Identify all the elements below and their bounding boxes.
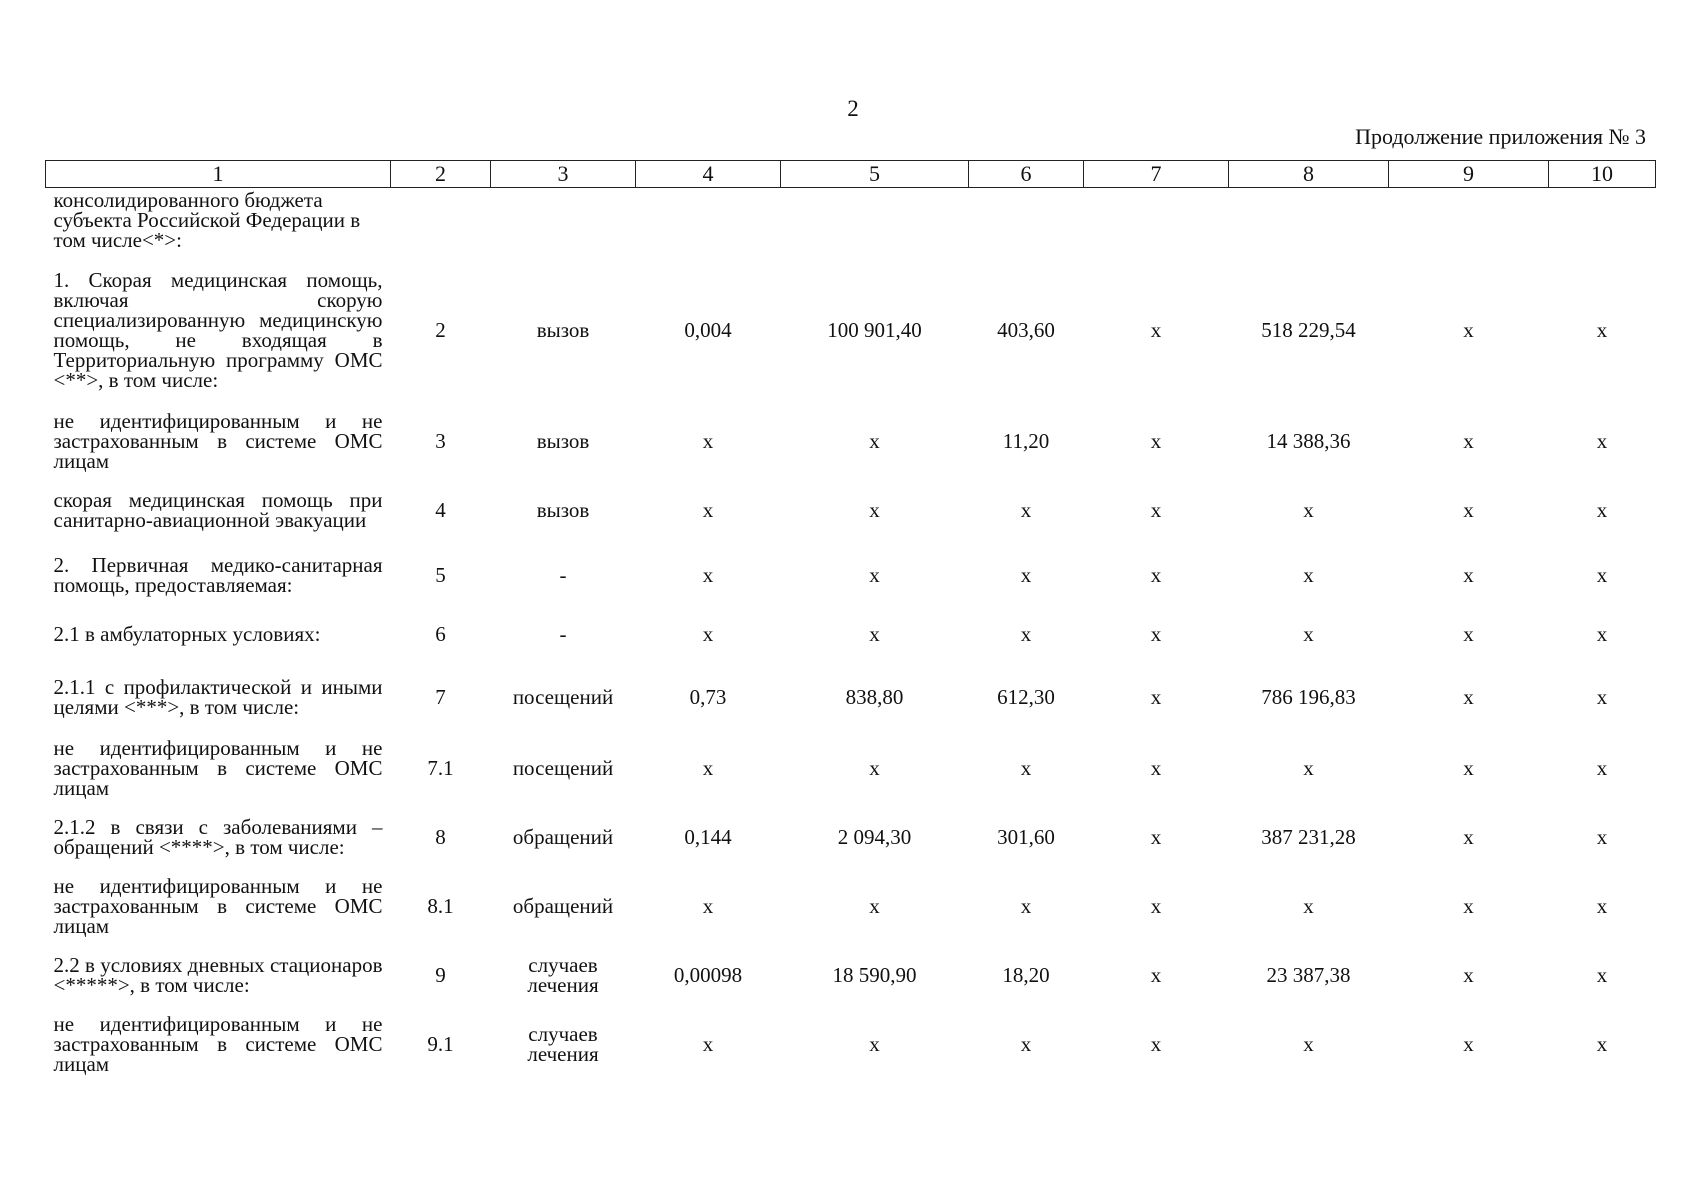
value-col-9: x xyxy=(1463,428,1474,453)
data-table xyxy=(45,160,1656,1079)
unit-of-measure: - xyxy=(559,622,567,646)
row-number: 7 xyxy=(435,684,446,709)
page-number: 2 xyxy=(847,96,859,121)
value-col-6: 11,20 xyxy=(1002,428,1050,453)
row-label: 2.2 в условиях дневных стационаров <*****>, в том числе: xyxy=(53,953,383,997)
value-col-8: 786 196,83 xyxy=(1261,684,1356,709)
value-col-4: x xyxy=(702,428,714,453)
row-label: 2.1.2 в связи с заболеваниями – обращений <****>, в том числе: xyxy=(53,815,383,859)
row-number: 9 xyxy=(435,962,446,987)
value-col-8: 23 387,38 xyxy=(1266,962,1351,987)
value-col-4: x xyxy=(702,893,714,918)
value-col-7: x xyxy=(1150,962,1162,987)
value-col-6: 403,60 xyxy=(997,317,1055,342)
unit-of-measure: обращений xyxy=(512,894,614,918)
value-col-10: x xyxy=(1596,317,1608,342)
row-label: 2.1.1 с профилактической и иными целями <***>, в том числе: xyxy=(53,675,383,719)
value-col-10: x xyxy=(1596,428,1608,453)
column-header: 8 xyxy=(1229,161,1389,188)
table-row xyxy=(46,661,1656,733)
value-col-4: 0,73 xyxy=(689,684,727,709)
value-col-7: x xyxy=(1150,621,1162,646)
table-row xyxy=(46,405,1656,477)
value-col-10: x xyxy=(1596,684,1608,709)
value-col-6: 612,30 xyxy=(997,684,1055,709)
value-col-5: 838,80 xyxy=(845,684,904,709)
value-col-4: x xyxy=(702,755,714,780)
value-col-7: x xyxy=(1150,428,1162,453)
column-header: 3 xyxy=(491,161,636,188)
value-col-5: 100 901,40 xyxy=(827,317,922,342)
value-col-7: x xyxy=(1150,317,1162,342)
value-col-6: x xyxy=(1020,621,1032,646)
table-body xyxy=(46,188,1656,1080)
unit-of-measure: вызов xyxy=(536,318,590,342)
value-col-4: x xyxy=(702,562,714,587)
value-col-10: x xyxy=(1596,562,1608,587)
value-col-7: x xyxy=(1150,893,1162,918)
table-row xyxy=(46,607,1656,661)
unit-of-measure: обращений xyxy=(512,825,614,849)
value-col-7: x xyxy=(1150,684,1162,709)
value-col-5: x xyxy=(869,562,880,587)
value-col-6: 18,20 xyxy=(1002,962,1050,987)
value-col-8: x xyxy=(1303,562,1314,587)
row-label: не идентифицированным и не застрахованным в системе ОМС лицам xyxy=(53,409,383,473)
table-row xyxy=(46,477,1656,543)
value-col-10: x xyxy=(1596,1031,1608,1056)
value-col-6: x xyxy=(1020,497,1032,522)
value-col-6: x xyxy=(1020,1031,1032,1056)
row-number: 2 xyxy=(435,317,446,342)
value-col-4: x xyxy=(702,621,714,646)
unit-of-measure: вызов xyxy=(536,498,590,522)
unit-of-measure: - xyxy=(559,563,567,587)
value-col-8: 387 231,28 xyxy=(1261,824,1356,849)
value-col-10: x xyxy=(1596,824,1608,849)
row-number: 3 xyxy=(435,428,446,453)
column-header: 1 xyxy=(46,161,391,188)
row-number: 6 xyxy=(435,621,446,646)
row-label: не идентифицированным и не застрахованным в системе ОМС лицам xyxy=(53,1012,383,1076)
value-col-9: x xyxy=(1463,1031,1474,1056)
value-col-8: 14 388,36 xyxy=(1266,428,1351,453)
value-col-5: x xyxy=(869,755,880,780)
value-col-4: x xyxy=(702,1031,714,1056)
row-number: 4 xyxy=(435,497,446,522)
value-col-6: 301,60 xyxy=(997,824,1055,849)
table-row xyxy=(46,941,1656,1009)
value-col-5: x xyxy=(869,1031,880,1056)
value-col-8: x xyxy=(1303,893,1314,918)
row-label: 1. Скорая медицинская помощь, включая скорую специализированную медицинскую помощь, не входящая в Территориальную программу ОМС <**>, в том числе: xyxy=(53,268,383,392)
row-number: 5 xyxy=(435,562,446,587)
table-row xyxy=(46,871,1656,941)
value-col-5: 18 590,90 xyxy=(832,962,917,987)
intro-row xyxy=(46,188,1656,256)
value-col-10: x xyxy=(1596,755,1608,780)
table-row xyxy=(46,1009,1656,1079)
row-number: 8.1 xyxy=(427,893,454,918)
value-col-9: x xyxy=(1463,755,1474,780)
value-col-8: x xyxy=(1303,497,1314,522)
intro-text: консолидированного бюджета субъекта Российской Федерации в том числе<*>: xyxy=(53,188,361,252)
appendix-continuation-note: Продолжение приложения № 3 xyxy=(1355,124,1646,149)
column-header: 4 xyxy=(636,161,781,188)
value-col-6: x xyxy=(1020,893,1032,918)
value-col-7: x xyxy=(1150,497,1162,522)
column-number-header xyxy=(46,161,1656,188)
value-col-9: x xyxy=(1463,497,1474,522)
value-col-4: 0,144 xyxy=(684,824,732,849)
row-number: 8 xyxy=(435,824,446,849)
value-col-9: x xyxy=(1463,893,1474,918)
column-header: 7 xyxy=(1084,161,1229,188)
value-col-10: x xyxy=(1596,962,1608,987)
column-header: 6 xyxy=(969,161,1084,188)
column-header: 2 xyxy=(391,161,491,188)
value-col-9: x xyxy=(1463,562,1474,587)
unit-of-measure: посещений xyxy=(512,756,614,780)
row-label: 2.1 в амбулаторных условиях: xyxy=(53,622,321,646)
unit-of-measure: вызов xyxy=(536,429,590,453)
value-col-9: x xyxy=(1463,684,1474,709)
value-col-8: x xyxy=(1303,755,1314,780)
column-header: 10 xyxy=(1549,161,1656,188)
value-col-7: x xyxy=(1150,755,1162,780)
value-col-5: x xyxy=(869,497,880,522)
row-label: 2. Первичная медико-санитарная помощь, предоставляемая: xyxy=(53,553,383,597)
unit-of-measure: посещений xyxy=(512,685,614,709)
value-col-7: x xyxy=(1150,562,1162,587)
value-col-9: x xyxy=(1463,621,1474,646)
value-col-4: x xyxy=(702,497,714,522)
value-col-8: 518 229,54 xyxy=(1261,317,1356,342)
value-col-4: 0,00098 xyxy=(673,962,743,987)
value-col-6: x xyxy=(1020,755,1032,780)
unit-of-measure: случаев лечения xyxy=(527,1022,599,1066)
value-col-6: x xyxy=(1020,562,1032,587)
row-label: не идентифицированным и не застрахованным в системе ОМС лицам xyxy=(53,874,383,938)
column-header: 9 xyxy=(1389,161,1549,188)
value-col-8: x xyxy=(1303,1031,1314,1056)
value-col-9: x xyxy=(1463,824,1474,849)
row-number: 9.1 xyxy=(427,1031,454,1056)
row-number: 7.1 xyxy=(427,755,454,780)
value-col-5: 2 094,30 xyxy=(837,824,912,849)
row-label: не идентифицированным и не застрахованным в системе ОМС лицам xyxy=(53,736,383,800)
value-col-5: x xyxy=(869,428,880,453)
table-row xyxy=(46,803,1656,871)
value-col-5: x xyxy=(869,893,880,918)
value-col-10: x xyxy=(1596,497,1608,522)
value-col-7: x xyxy=(1150,1031,1162,1056)
value-col-5: x xyxy=(869,621,880,646)
table-row xyxy=(46,543,1656,607)
table-row xyxy=(46,255,1656,405)
row-label: скорая медицинская помощь при санитарно-авиационной эвакуации xyxy=(53,488,383,532)
value-col-10: x xyxy=(1596,621,1608,646)
column-header: 5 xyxy=(781,161,969,188)
value-col-9: x xyxy=(1463,962,1474,987)
value-col-4: 0,004 xyxy=(684,317,732,342)
unit-of-measure: случаев лечения xyxy=(527,953,599,997)
value-col-7: x xyxy=(1150,824,1162,849)
value-col-10: x xyxy=(1596,893,1608,918)
value-col-9: x xyxy=(1463,317,1474,342)
value-col-8: x xyxy=(1303,621,1314,646)
table-row xyxy=(46,733,1656,803)
